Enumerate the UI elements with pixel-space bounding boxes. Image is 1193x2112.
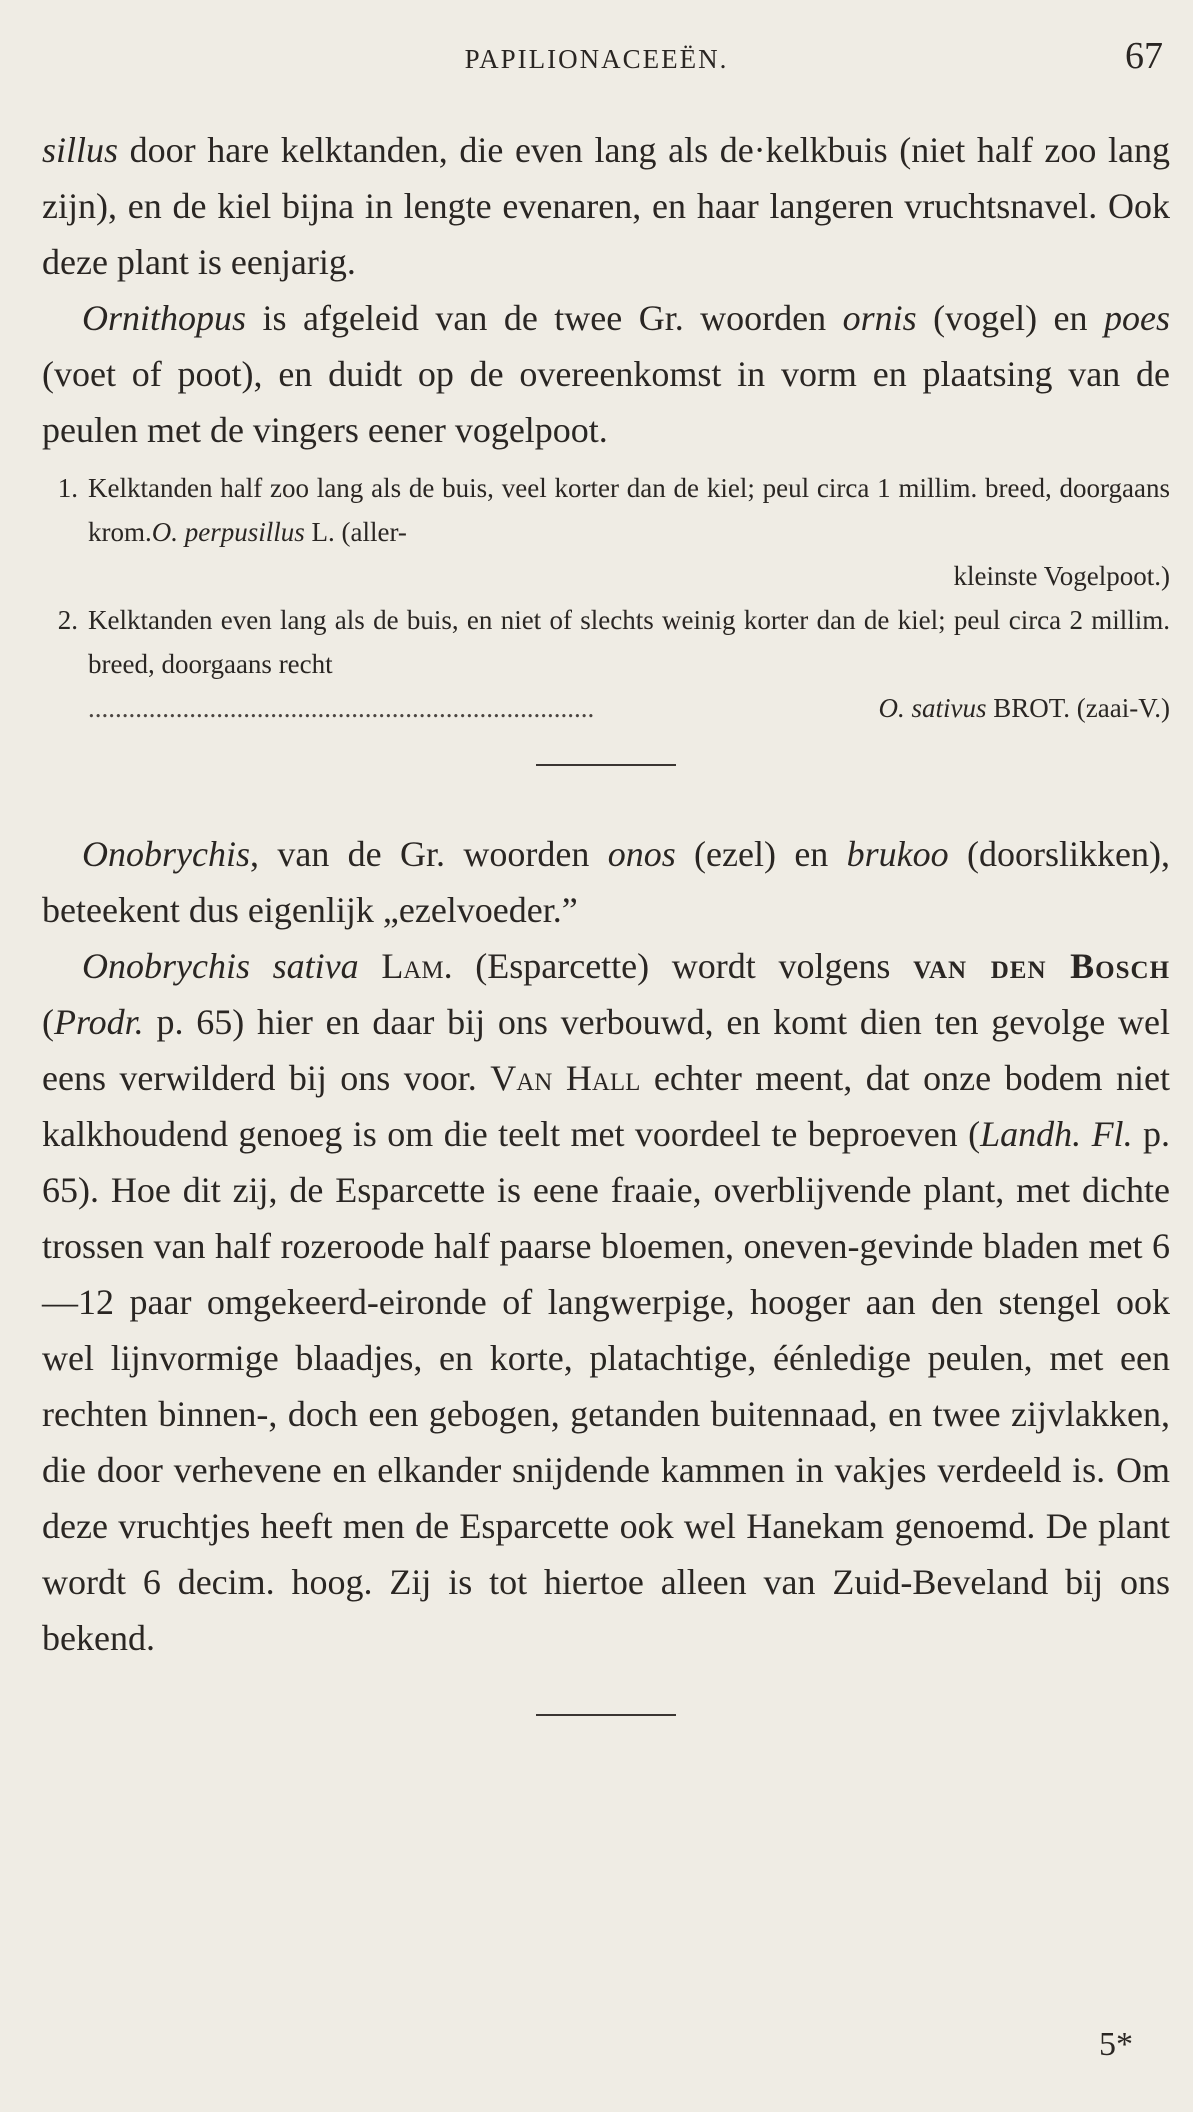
paragraph-text: p. 65) hier en daar bij ons verbouwd, en komt dien ten gevolge wel eens verwilderd bij ons voor. [42, 1002, 1170, 1098]
genus-name: Ornithopus [82, 298, 247, 338]
paragraph-text: door hare kelktanden, die even lang als de·kelkbuis (niet half zoo lang zijn), en de kiel bijna in lengte evenaren, en haar langeren vruchtsnavel. Ook deze plant is eenjarig. [42, 130, 1170, 282]
page-number: 67 [1125, 35, 1163, 77]
key-item [42, 466, 1170, 598]
paragraph-text: (Esparcette) wordt volgens [452, 946, 914, 986]
page-header [0, 34, 1193, 84]
paragraph-text: echter meent, dat onze bodem niet kalkhoudend genoeg is om die teelt met voordeel te beproeven ( [42, 1058, 1170, 1154]
genus-name: Onobrychis [82, 834, 250, 874]
greek-word: onos [607, 834, 676, 874]
paragraph-text: (vogel) en [916, 298, 1105, 338]
italic-term: sillus [42, 130, 119, 170]
greek-word: ornis [842, 298, 917, 338]
common-name: (zaai-V.) [1070, 693, 1170, 723]
author-name: Van Hall [490, 1058, 641, 1098]
key-text: Kelktanden even lang als de buis, en niet of slechts weinig korter dan de kiel; peul circa 2 millim. breed, doorgaans recht [88, 605, 1170, 679]
paragraph-continuation [42, 122, 1170, 290]
leader-dots: ........................................................................... [88, 693, 595, 723]
species-entry [879, 686, 1170, 730]
species-name: O. perpusillus [151, 517, 305, 547]
paragraph-text: ( [42, 1002, 54, 1042]
key-body [88, 598, 1170, 730]
greek-word: poes [1104, 298, 1171, 338]
key-text: Kelktanden half zoo lang als de buis, veel korter dan de kiel; peul circa 1 millim. breed, doorgaans krom. [88, 473, 1170, 547]
paragraph-text: (doorslikken), beteekent dus eigenlijk „ezelvoeder.” [42, 834, 1170, 930]
paragraph-text: p. 65). Hoe dit zij, de Esparcette is eene fraaie, overblijvende plant, met dichte trossen van half rozeroode half paarse bloemen, oneven-gevinde bladen met 6—12 paar omgekeerd-eironde of langwerpige, hooger aan den stengel ook wel lijnvormige blaadjes, en korte, platachtige, éénledige peulen, met een rechten binnen-, doch een gebogen, getanden buitennaad, en twee zijvlakken, die door verhevene en elkander snijdende kammen in vakjes verdeeld is. Om deze vruchtjes heeft men de Esparcette ook wel Hanekam genoemd. De plant wordt 6 decim. hoog. Zij is tot hiertoe alleen van Zuid-Beveland bij ons bekend. [42, 1114, 1171, 1658]
common-name: kleinste Vogelpoot.) [953, 561, 1170, 591]
species-key [42, 466, 1170, 730]
species-name: O. sativus [878, 693, 987, 723]
paragraph-ornithopus [42, 290, 1170, 458]
section-divider [536, 1714, 676, 1716]
paragraph-text: is afgeleid van de twee Gr. woorden [246, 298, 843, 338]
species-name: Onobrychis sativa [82, 946, 359, 986]
author-name: van den Bosch [913, 946, 1171, 986]
paragraph-text: (ezel) en [675, 834, 847, 874]
species-author: BROT. [986, 693, 1071, 723]
running-head: PAPILIONACEEËN. [464, 44, 729, 74]
paragraph-text [359, 946, 382, 986]
paragraph-esparcette [42, 938, 1170, 1666]
key-body [88, 466, 1170, 598]
signature-mark: 5* [1099, 2026, 1133, 2063]
key-number: 2. [57, 605, 78, 635]
work-title: Prodr. [54, 1002, 144, 1042]
greek-word: brukoo [846, 834, 949, 874]
key-number: 1. [57, 473, 78, 503]
section-divider [536, 764, 676, 766]
work-title: Landh. Fl. [980, 1114, 1133, 1154]
paragraph-onobrychis [42, 826, 1170, 938]
paragraph-text: (voet of poot), en duidt op de overeenkomst in vorm en plaatsing van de peulen met de vingers eener vogelpoot. [42, 354, 1170, 450]
species-author: L. (aller- [304, 517, 407, 547]
key-item [42, 598, 1170, 730]
species-author: Lam. [381, 946, 453, 986]
key-line-end [88, 686, 1170, 730]
page-body [42, 122, 1170, 1716]
paragraph-text: , van de Gr. woorden [249, 834, 608, 874]
